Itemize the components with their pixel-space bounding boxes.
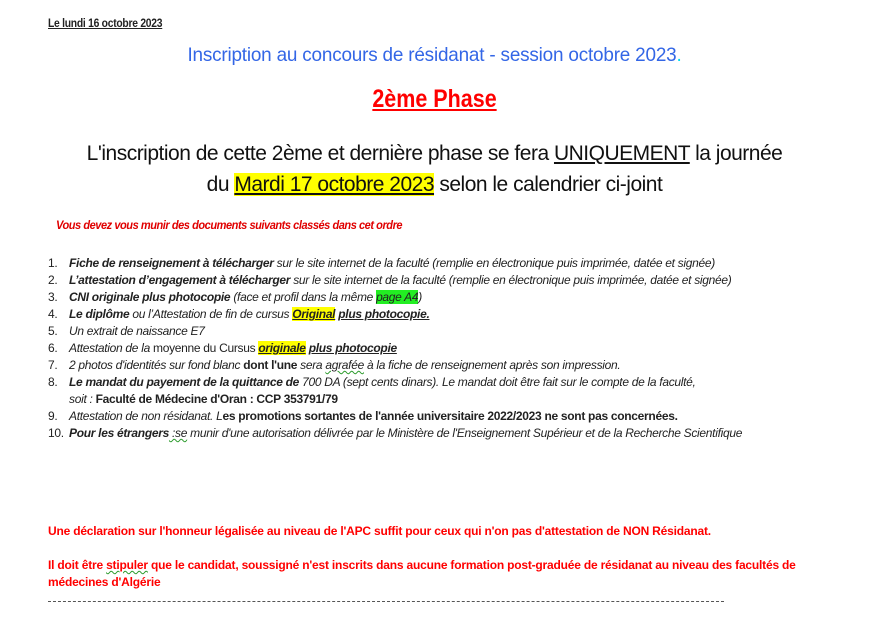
list-number: 9. bbox=[48, 409, 58, 423]
list-number: 2. bbox=[48, 273, 58, 287]
item-detail: Un extrait de naissance E7 bbox=[69, 324, 205, 338]
item-detail: sur le site internet de la faculté (remplie en électronique puis imprimée, datée et signée) bbox=[273, 256, 715, 270]
list-item bbox=[48, 306, 828, 323]
list-number: 5. bbox=[48, 324, 58, 338]
list-number: 4. bbox=[48, 307, 58, 321]
item-detail: sur le site internet de la faculté (remplie en électronique puis imprimée, datée et signée) bbox=[290, 273, 732, 287]
page-a4-highlight: page A4 bbox=[376, 290, 419, 304]
announcement-text: L'inscription de cette 2ème et dernière phase se fera bbox=[86, 142, 554, 165]
list-item bbox=[48, 323, 828, 340]
stipulation-note bbox=[48, 557, 828, 591]
announcement-line-1 bbox=[0, 142, 869, 166]
announcement-text: la journée bbox=[689, 142, 783, 165]
phase-heading: 2ème Phase bbox=[372, 85, 497, 113]
item-title: Fiche de renseignement à télécharger bbox=[69, 256, 274, 270]
item-emphasis: dont l'une bbox=[243, 358, 298, 372]
required-documents-list bbox=[48, 255, 828, 442]
item-detail: à la fiche de renseignement après son impression. bbox=[363, 358, 621, 372]
announcement-text: selon le calendrier ci-joint bbox=[434, 173, 663, 196]
list-item bbox=[48, 289, 828, 306]
list-item bbox=[48, 425, 828, 442]
item-title: Le diplôme bbox=[69, 307, 130, 321]
original-highlight: Original bbox=[292, 307, 336, 321]
list-number: 3. bbox=[48, 290, 58, 304]
spellcheck-word: stipuler bbox=[106, 558, 148, 572]
list-item bbox=[48, 255, 828, 272]
item-title: L’attestation d’engagement à télécharger bbox=[69, 273, 291, 287]
item-detail: Attestation de la bbox=[69, 341, 150, 355]
item-title: Le mandat du payement de la quittance de bbox=[69, 375, 300, 389]
item-detail: ou l’Attestation de fin de cursus bbox=[129, 307, 293, 321]
item-detail: munir d'une autorisation délivrée par le Ministère de l'Enseignement Supérieur et de la Recherche Scientifique bbox=[187, 426, 743, 440]
item-detail: soit : bbox=[69, 392, 96, 406]
list-number: 10. bbox=[48, 426, 64, 440]
list-item bbox=[48, 272, 828, 289]
spellcheck-word: :se bbox=[168, 426, 188, 440]
ccp-account: Faculté de Médecine d'Oran : CCP 353791/79 bbox=[95, 392, 338, 406]
document-date: Le lundi 16 octobre 2023 bbox=[48, 16, 163, 30]
list-item bbox=[48, 408, 828, 425]
photocopy-emphasis: plus photocopie bbox=[308, 341, 397, 355]
note-text: que le candidat, soussigné n'est inscrits dans aucune formation post-graduée de résidanat au niveau des facultés de médecines d'Algérie bbox=[48, 558, 796, 589]
item-detail: ) bbox=[418, 290, 422, 304]
item-detail: sera bbox=[297, 358, 326, 372]
originale-highlight: originale bbox=[258, 341, 306, 355]
title-period: . bbox=[676, 44, 682, 66]
spellcheck-word: agrafée bbox=[325, 358, 364, 372]
page-title bbox=[13, 44, 856, 67]
list-item bbox=[48, 357, 828, 374]
honor-declaration-note: Une déclaration sur l'honneur légalisée au niveau de l'APC suffit pour ceux qui n'on pas d'attestation de NON Résidanat. bbox=[48, 524, 711, 538]
announcement-text: du bbox=[206, 173, 235, 196]
list-number: 1. bbox=[48, 256, 58, 270]
item-detail: moyenne du Cursus bbox=[149, 341, 259, 355]
list-item bbox=[48, 340, 828, 357]
item-title: Pour les étrangers bbox=[69, 426, 169, 440]
item-emphasis: es promotions sortantes de l'année universitaire 2022/2023 ne sont pas concernées. bbox=[222, 409, 678, 423]
note-text: Il doit être bbox=[48, 558, 107, 572]
announcement-line-2 bbox=[0, 173, 869, 197]
item-detail: 700 DA (sept cents dinars). Le mandat doit être fait sur le compte de la faculté, bbox=[299, 375, 696, 389]
registration-date-highlight: Mardi 17 octobre 2023 bbox=[234, 173, 435, 196]
list-number: 7. bbox=[48, 358, 58, 372]
photocopy-emphasis: plus photocopie. bbox=[338, 307, 430, 321]
dashed-separator bbox=[48, 601, 724, 602]
item-detail: Attestation de non résidanat. L bbox=[69, 409, 223, 423]
documents-instruction: Vous devez vous munir des documents suivants classés dans cet ordre bbox=[56, 218, 403, 232]
uniquement-emphasis: UNIQUEMENT bbox=[553, 142, 690, 165]
item-detail: 2 photos d'identités sur fond blanc bbox=[69, 358, 244, 372]
list-number: 8. bbox=[48, 375, 58, 389]
list-number: 6. bbox=[48, 341, 58, 355]
title-text: Inscription au concours de résidanat - session octobre 2023 bbox=[187, 44, 677, 66]
item-title: CNI originale plus photocopie bbox=[69, 290, 231, 304]
item-detail: (face et profil dans la même bbox=[230, 290, 377, 304]
list-item bbox=[48, 374, 828, 408]
